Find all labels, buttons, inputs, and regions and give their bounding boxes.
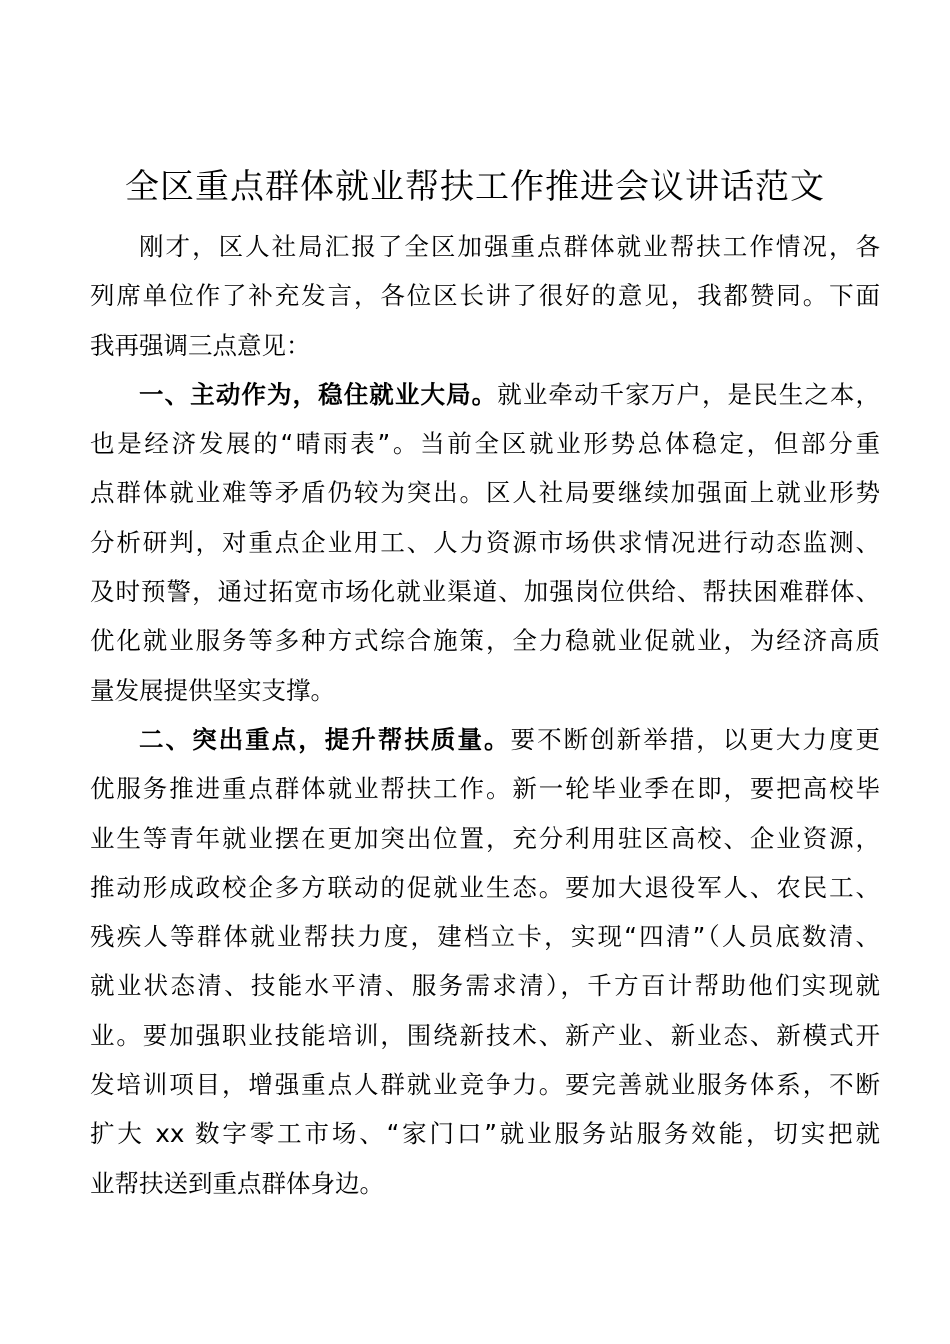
text-line: 优化就业服务等多种方式综合施策，全力稳就业促就业，为经济高质 — [90, 626, 880, 656]
text-line: 列席单位作了补充发言，各位区长讲了很好的意见，我都赞同。下面 — [90, 281, 880, 311]
text-line: 扩大 xx 数字零工市场、“家门口”就业服务站服务效能，切实把就 — [90, 1119, 880, 1149]
text-line: 分析研判，对重点企业用工、人力资源市场供求情况进行动态监测、 — [90, 527, 880, 557]
point-heading: 二、突出重点，提升帮扶质量。 — [139, 724, 511, 754]
text-line: 就业状态清、技能水平清、服务需求清），千方百计帮助他们实现就 — [90, 971, 880, 1001]
text-line: 点群体就业难等矛盾仍较为突出。区人社局要继续加强面上就业形势 — [90, 478, 880, 508]
text-line: 业生等青年就业摆在更加突出位置，充分利用驻区高校、企业资源， — [90, 823, 880, 853]
text-line: 发培训项目，增强重点人群就业竞争力。要完善就业服务体系，不断 — [90, 1070, 880, 1100]
point-heading: 一、主动作为，稳住就业大局。 — [139, 379, 498, 409]
text-line: 业帮扶送到重点群体身边。 — [90, 1168, 384, 1198]
text-line: 优服务推进重点群体就业帮扶工作。新一轮毕业季在即，要把高校毕 — [90, 774, 880, 804]
text-line: 一、主动作为，稳住就业大局。就业牵动千家万户，是民生之本， — [139, 379, 880, 409]
text-line: 刚才，区人社局汇报了全区加强重点群体就业帮扶工作情况，各 — [139, 232, 880, 261]
text-line: 及时预警，通过拓宽市场化就业渠道、加强岗位供给、帮扶困难群体、 — [90, 577, 880, 607]
document-title: 全区重点群体就业帮扶工作推进会议讲话范文 — [125, 167, 825, 207]
text-line: 残疾人等群体就业帮扶力度，建档立卡，实现“四清”（人员底数清、 — [90, 922, 880, 952]
text-line: 我再强调三点意见： — [90, 330, 311, 360]
paragraph-point-one — [90, 370, 880, 715]
text-line: 二、突出重点，提升帮扶质量。要不断创新举措，以更大力度更 — [139, 724, 881, 754]
text-line: 量发展提供坚实支撑。 — [90, 675, 335, 705]
paragraph-intro — [90, 222, 880, 370]
paragraph-point-two — [90, 715, 880, 1208]
text-line: 业。要加强职业技能培训，围绕新技术、新产业、新业态、新模式开 — [90, 1020, 880, 1050]
document-body — [90, 222, 880, 1208]
text-line: 推动形成政校企多方联动的促就业生态。要加大退役军人、农民工、 — [90, 872, 880, 902]
text-line: 也是经济发展的“晴雨表”。当前全区就业形势总体稳定，但部分重 — [90, 429, 880, 459]
